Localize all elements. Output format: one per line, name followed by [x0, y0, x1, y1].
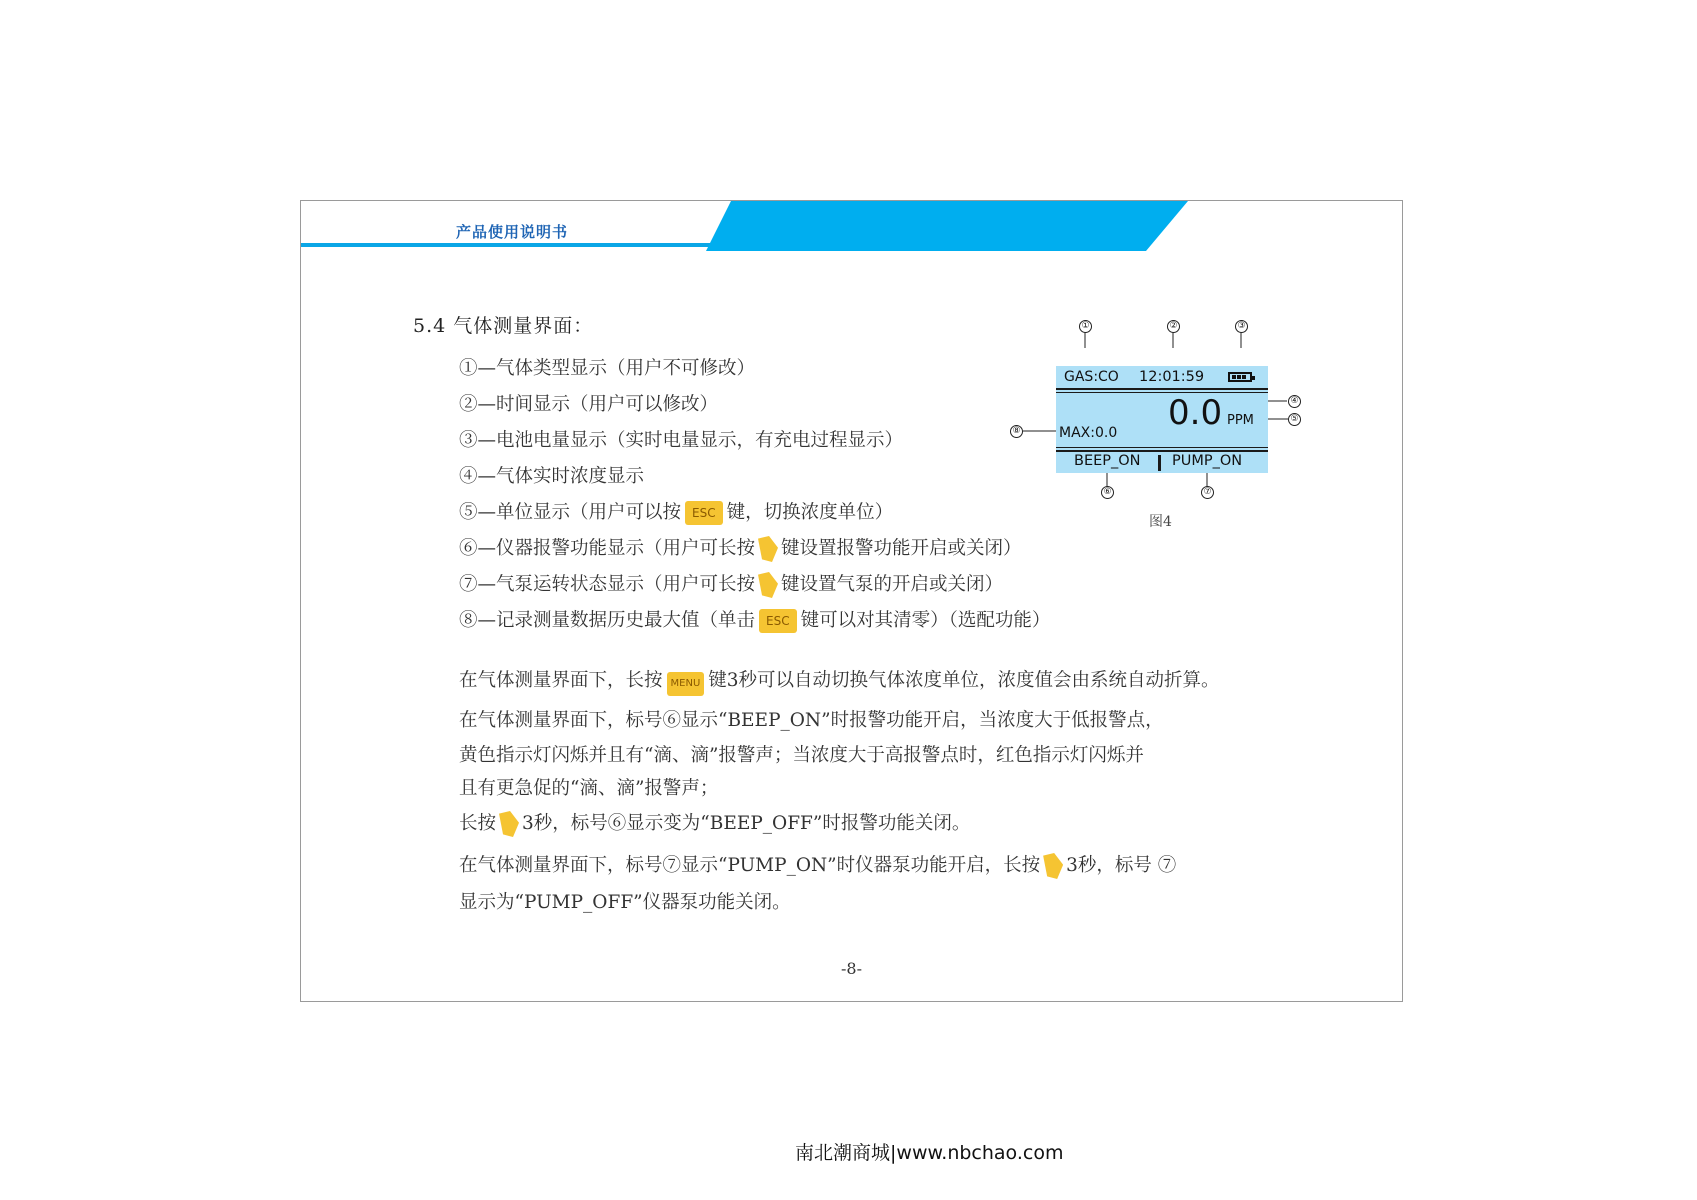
- paragraph-menu: 在气体测量界面下，长按 MENU 键3秒可以自动切换气体浓度单位，浓度值会由系统自动折算。: [459, 666, 1220, 696]
- lcd-pump-status: PUMP_ON: [1172, 453, 1243, 469]
- lcd-divider: [1056, 392, 1268, 393]
- lcd-display: [1056, 366, 1268, 473]
- header-title: 产品使用说明书: [456, 223, 569, 241]
- lcd-max-value: MAX:0.0: [1059, 425, 1118, 441]
- lcd-vertical-divider: [1158, 455, 1161, 471]
- callout-8: ⑧: [1010, 425, 1023, 438]
- callout-2: ②: [1167, 320, 1180, 333]
- manual-page: [300, 200, 1403, 1002]
- lcd-divider: [1056, 388, 1268, 390]
- paragraph-beep-line2: 黄色指示灯闪烁并且有“滴、滴”报警声；当浓度大于高报警点时，红色指示灯闪烁并: [459, 745, 1144, 766]
- callout-5: ⑤: [1288, 413, 1301, 426]
- paragraph-beep-off: 长按 3秒，标号⑥显示变为“BEEP_OFF”时报警功能关闭。: [459, 809, 970, 837]
- callout-7: ⑦: [1201, 486, 1214, 499]
- callout-4: ④: [1288, 395, 1301, 408]
- lcd-unit: PPM: [1227, 413, 1254, 428]
- legend-item-5: ⑤—单位显示（用户可以按 ESC 键，切换浓度单位）: [459, 502, 894, 523]
- paragraph-beep-line3: 且有更急促的“滴、滴”报警声；: [459, 778, 719, 799]
- esc-key-icon: ESC: [759, 609, 797, 633]
- page-number: -8-: [841, 959, 862, 978]
- legend-item-2: ②—时间显示（用户可以修改）: [459, 394, 719, 415]
- battery-icon: [1228, 372, 1252, 382]
- legend-item-4: ④—气体实时浓度显示: [459, 466, 645, 487]
- lcd-concentration-value: 0.0: [1168, 393, 1223, 433]
- legend-item-7: ⑦—气泵运转状态显示（用户可长按 键设置气泵的开启或关闭）: [459, 567, 1050, 603]
- esc-key-icon: ESC: [685, 501, 723, 525]
- lcd-divider: [1056, 447, 1268, 448]
- menu-key-icon: MENU: [667, 672, 705, 696]
- paragraph-beep-line1: 在气体测量界面下，标号⑥显示“BEEP_ON”时报警功能开启，当浓度大于低报警点，: [459, 710, 1164, 731]
- legend-item-6: ⑥—仪器报警功能显示（用户可长按 键设置报警功能开启或关闭）: [459, 531, 1050, 567]
- lcd-gas-type: GAS:CO: [1064, 369, 1119, 385]
- lcd-time: 12:01:59: [1139, 369, 1205, 385]
- section-title: 5.4 气体测量界面：: [413, 315, 594, 337]
- legend-item-1: ①—气体类型显示（用户不可修改）: [459, 358, 756, 379]
- lcd-beep-status: BEEP_ON: [1074, 453, 1141, 469]
- lcd-divider: [1056, 450, 1268, 452]
- callout-1: ①: [1079, 320, 1092, 333]
- paragraph-pump-line1: 在气体测量界面下，标号⑦显示“PUMP_ON”时仪器泵功能开启，长按 3秒，标号 ⑦: [459, 851, 1176, 879]
- footer-watermark: 南北潮商城|www.nbchao.com: [795, 1142, 1064, 1164]
- callout-6: ⑥: [1101, 486, 1114, 499]
- callout-3: ③: [1235, 320, 1248, 333]
- paragraph-pump-line2: 显示为“PUMP_OFF”仪器泵功能关闭。: [459, 892, 791, 913]
- legend-item-3: ③—电池电量显示（实时电量显示，有充电过程显示）: [459, 430, 904, 451]
- legend-item-8: ⑧—记录测量数据历史最大值（单击 ESC 键可以对其清零）（选配功能）: [459, 610, 1051, 631]
- figure-caption: 图4: [1149, 514, 1172, 530]
